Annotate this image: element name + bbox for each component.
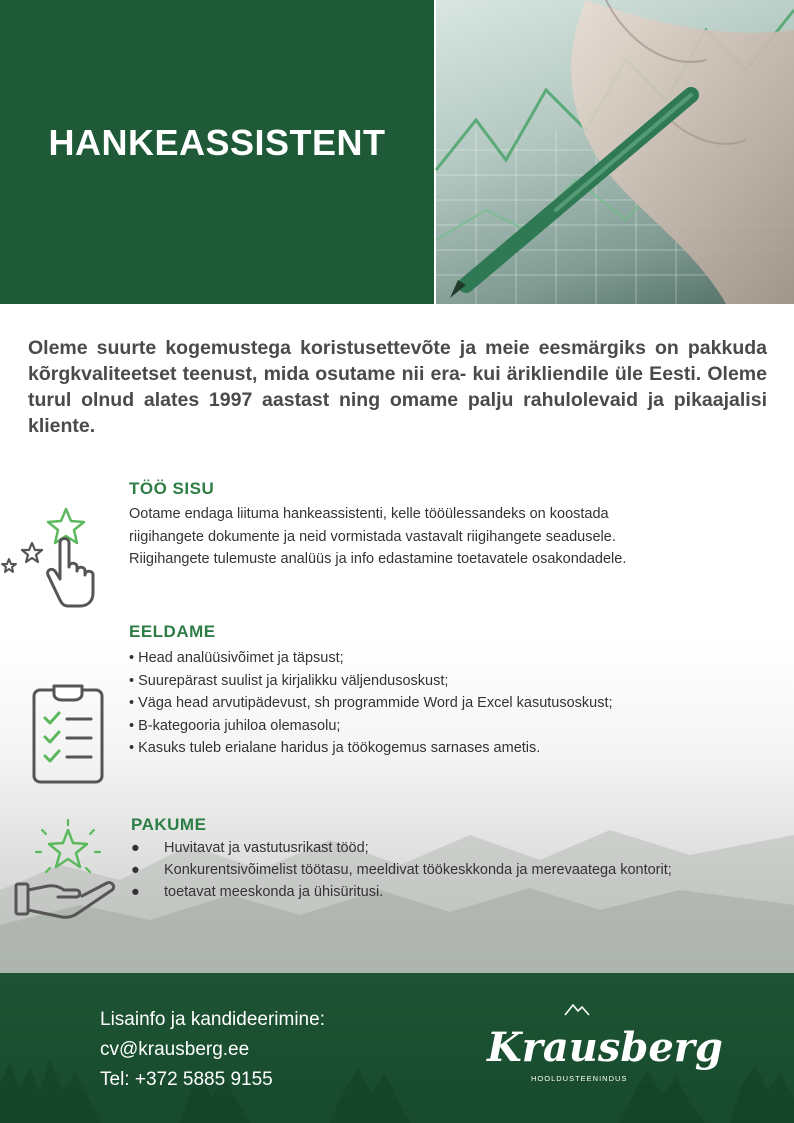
contact-block: [100, 1005, 325, 1095]
tap-star-icon: [0, 505, 110, 615]
list-item-text: Huvitavat ja vastutusrikast tööd;: [164, 840, 369, 856]
contact-heading: Lisainfo ja kandideerimine:: [100, 1009, 325, 1030]
list-item: • B-kategooria juhiloa olemasolu;: [129, 717, 341, 734]
bullet-dot: ●: [131, 862, 140, 878]
section-title-eeldame: EELDAME: [129, 622, 216, 641]
bullet-dot: ●: [131, 840, 140, 856]
list-item: • Suurepärast suulist ja kirjalikku väljendusoskust;: [129, 672, 449, 689]
hand-with-pen-graphic: [436, 0, 794, 304]
list-item: • Head analüüsivõimet ja täpsust;: [129, 650, 344, 666]
eeldame-list: [129, 647, 613, 760]
list-item: • Väga head arvutipädevust, sh programmide Word ja Excel kasutusoskust;: [129, 695, 613, 711]
too-sisu-line: riigihangete dokumente ja neid vormistada vastavalt riigihangete seadusele.: [129, 528, 616, 545]
list-item: [131, 881, 672, 903]
too-sisu-line: Riigihangete tulemuste analüüs ja info edastamine toetavatele osakondadele.: [129, 551, 627, 567]
contact-phone[interactable]: Tel: +372 5885 9155: [100, 1069, 273, 1090]
header-panel: [0, 0, 434, 304]
footer: [0, 973, 794, 1123]
pakume-list: [131, 837, 672, 903]
section-title-too-sisu: TÖÖ SISU: [129, 479, 215, 498]
logo-wordmark: Krausberg: [487, 1024, 723, 1071]
krausberg-logo: [485, 1001, 723, 1101]
too-sisu-text: [129, 503, 626, 571]
list-item: [131, 837, 672, 859]
hand-star-icon: [12, 820, 120, 924]
section-title-pakume: PAKUME: [131, 815, 207, 834]
list-item-text: Konkurentsivõimelist töötasu, meeldivat töökeskkonda ja merevaatega kontorit;: [164, 862, 672, 878]
contact-email[interactable]: cv@krausberg.ee: [100, 1039, 250, 1060]
checklist-icon: [28, 682, 108, 786]
too-sisu-line: Ootame endaga liituma hankeassistenti, kelle tööülessandeks on koostada: [129, 506, 609, 522]
job-title: HANKEASSISTENT: [48, 122, 386, 163]
intro-paragraph: Oleme suurte kogemustega koristusettevõte ja meie eesmärgiks on pakkuda kõrgkvaliteetset teenust, mida osutame nii era- kui ärikliendile üle Eesti. Oleme turul olnud alates 1997 aastast ning omame palju rahulolevaid ja pikaajalisi kliente.: [28, 337, 767, 437]
list-item: [131, 859, 672, 881]
header-photo: [436, 0, 794, 304]
list-item: • Kasuks tuleb erialane haridus ja töökogemus sarnases ametis.: [129, 740, 541, 756]
list-item-text: toetavat meeskonda ja ühisüritusi.: [164, 884, 384, 900]
logo-tagline: HOOLDUSTEENINDUS: [531, 1074, 628, 1083]
bullet-dot: ●: [131, 884, 140, 900]
